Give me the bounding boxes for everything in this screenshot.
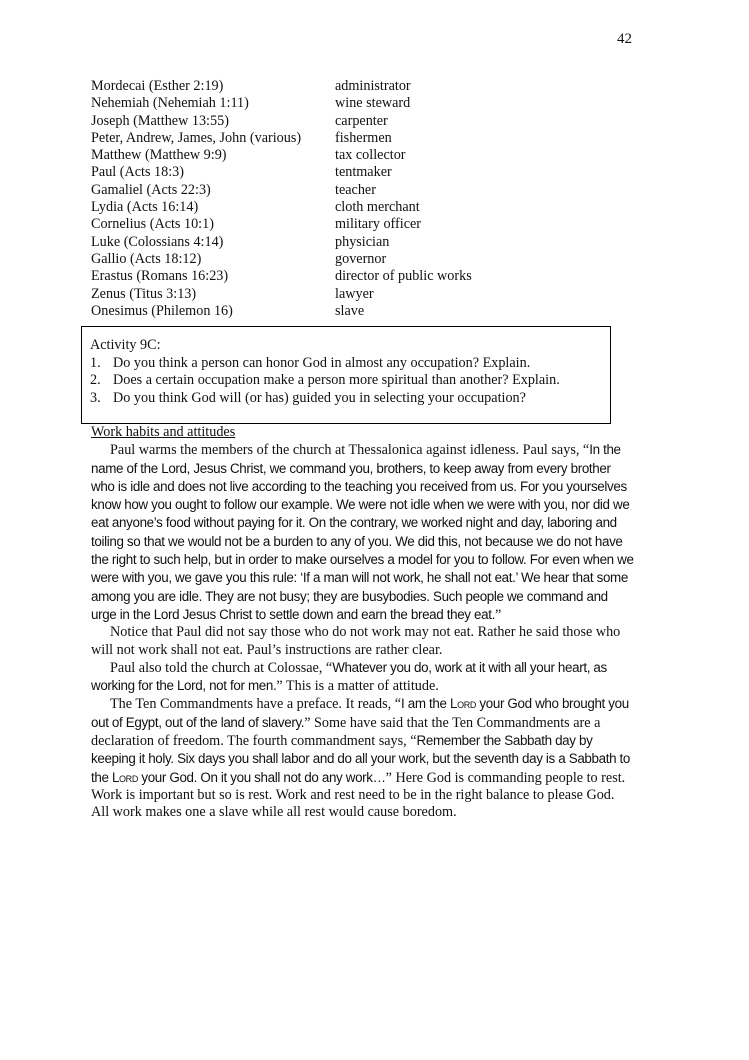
activity-questions <box>90 355 610 408</box>
occupation: military officer <box>335 216 422 233</box>
list-item <box>91 95 571 112</box>
person-name: Lydia (Acts 16:14) <box>91 199 199 216</box>
question-number: 3. <box>90 389 101 406</box>
list-item <box>91 234 571 251</box>
occupation: slave <box>335 302 365 319</box>
paragraph: Notice that Paul did not say those who do not work may not eat. Rather he said those who will not work shall not eat. Paul’s instructions are rather clear. <box>91 624 621 658</box>
paragraph-text: Paul also told the church at Colossae, “ <box>110 659 333 676</box>
occupation: administrator <box>335 78 411 94</box>
occupation: teacher <box>335 181 376 198</box>
person-name: Joseph (Matthew 13:55) <box>91 112 229 129</box>
paragraph-text: ” This is a matter of attitude. <box>276 678 439 695</box>
scripture-quote: I am the <box>401 696 450 712</box>
occupation: carpenter <box>335 112 388 129</box>
paragraph-text: The Ten Commandments have a preface. It reads, “ <box>110 696 402 713</box>
scripture-quote: Whatever you do, work at it with all your heart, as working for the Lord, not for men. <box>91 659 607 694</box>
list-item <box>90 355 610 373</box>
work-habits-section <box>91 424 634 822</box>
occupation: director of public works <box>335 268 472 285</box>
paragraph-text: Paul warms the members of the church at Thessalonica against idleness. Paul says, “ <box>110 442 590 459</box>
person-name: Cornelius (Acts 10:1) <box>91 216 214 233</box>
person-name: Nehemiah (Nehemiah 1:11) <box>91 95 249 112</box>
list-item <box>91 199 571 216</box>
occupation: physician <box>335 233 390 250</box>
list-item <box>91 303 571 320</box>
person-name: Luke (Colossians 4:14) <box>91 233 224 250</box>
list-item <box>91 78 571 95</box>
question-number: 1. <box>90 354 101 371</box>
activity-title: Activity 9C: <box>90 337 161 353</box>
occupation: fishermen <box>335 129 392 146</box>
person-name: Mordecai (Esther 2:19) <box>91 78 224 94</box>
question-text: Do you think God will (or has) guided you in selecting your occupation? <box>113 389 526 406</box>
list-item <box>91 268 571 285</box>
paragraph <box>91 441 634 624</box>
question-number: 2. <box>90 372 101 388</box>
list-item <box>91 130 571 147</box>
person-name: Erastus (Romans 16:23) <box>91 268 229 285</box>
occupation: governor <box>335 250 387 267</box>
occupation: tentmaker <box>335 164 392 181</box>
occupation: wine steward <box>335 95 411 112</box>
list-item <box>91 164 571 181</box>
occupation: cloth merchant <box>335 199 420 216</box>
activity-box <box>81 326 611 424</box>
question-text: Does a certain occupation make a person more spiritual than another? Explain. <box>113 372 560 388</box>
list-item <box>90 372 610 390</box>
scripture-quote: Remember the Sabbath day by keeping it holy. Six days you shall labor and do all your work, but the seventh day is a Sabbath to the <box>91 733 631 785</box>
person-name: Onesimus (Philemon 16) <box>91 302 233 319</box>
list-item <box>91 286 571 303</box>
question-text: Do you think a person can honor God in almost any occupation? Explain. <box>113 354 531 371</box>
scripture-quote: your God. On it you shall not do any work… <box>137 769 386 785</box>
list-item <box>91 147 571 164</box>
list-item <box>91 113 571 130</box>
scripture-quote: Lord <box>450 696 477 712</box>
section-heading: Work habits and attitudes <box>91 424 236 440</box>
person-name: Zenus (Titus 3:13) <box>91 285 197 302</box>
occupation: lawyer <box>335 285 374 302</box>
scripture-quote: your God who brought you out of Egypt, out of the land of slavery. <box>91 696 629 730</box>
paragraph-text: ” Here God is commanding people to rest. Work is important but so is rest. Work and rest need to be in the right balance to please God. All work makes one a slave while all rest would cause boredom. <box>91 769 626 821</box>
person-name: Matthew (Matthew 9:9) <box>91 147 227 164</box>
paragraph-text: ” Some have said that the Ten Commandments are a declaration of freedom. The fourth commandment says, “ <box>91 714 601 750</box>
list-item <box>91 182 571 199</box>
list-item <box>91 216 571 233</box>
occupations-list <box>91 78 571 320</box>
occupation: tax collector <box>335 147 406 164</box>
paragraph <box>91 659 634 696</box>
person-name: Paul (Acts 18:3) <box>91 164 184 181</box>
list-item <box>91 251 571 268</box>
scripture-quote: Lord <box>111 769 138 785</box>
scripture-quote: In the name of the Lord, Jesus Christ, we command you, brothers, to keep away from every brother who is idle and does not live according to the teaching you received from us. For you yourselves know how you ought to follow our example. We were not idle when we were with you, nor did we eat anyone’s food without paying for it. On the contrary, we worked night and day, laboring and toiling so that we would not be a burden to any of you. We did this, not because we do not have the right to such help, but in order to make ourselves a model for you to follow. For even when we were with you, we gave you this rule: ‘If a man will not work, he shall not eat.’ We hear that some among you are idle. They are not busy; they are busybodies. Such people we command and urge in the Lord Jesus Christ to settle down and earn the bread they eat. <box>91 442 634 622</box>
list-item <box>90 390 610 408</box>
page-number: 42 <box>617 31 632 47</box>
paragraph <box>91 695 634 821</box>
person-name: Gamaliel (Acts 22:3) <box>91 181 211 198</box>
paragraph-text: ” <box>494 606 502 623</box>
person-name: Peter, Andrew, James, John (various) <box>91 129 302 146</box>
person-name: Gallio (Acts 18:12) <box>91 250 202 267</box>
